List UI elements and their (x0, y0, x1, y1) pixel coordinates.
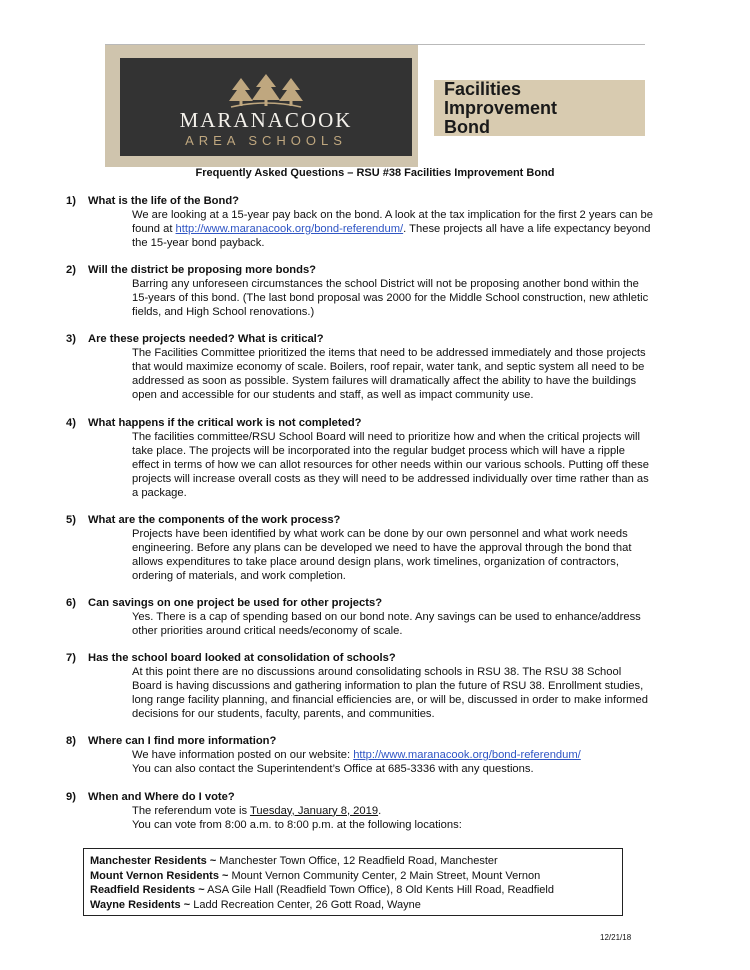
faq-question-text: Can savings on one project be used for other projects? (88, 596, 383, 609)
faq-answer (132, 527, 713, 583)
faq-number: 7) (66, 652, 76, 665)
faq-answer-line: The facilities committee/RSU School Board will need to prioritize how and when the critical projects will (132, 430, 641, 443)
faq-answer (132, 430, 713, 500)
location-place: Ladd Recreation Center, 26 Gott Road, Wayne (190, 898, 421, 911)
faq-question (66, 596, 716, 610)
faq-question-text: Has the school board looked at consolidation of schools? (88, 652, 396, 665)
faq-question (66, 263, 716, 277)
location-town: Wayne Residents ~ (90, 898, 191, 911)
faq-item (66, 596, 716, 638)
location-place: Mount Vernon Community Center, 2 Main Street, Mount Vernon (228, 869, 541, 882)
bond-referendum-link[interactable]: http://www.maranacook.org/bond-referendum/ (353, 749, 581, 762)
faq-number: 6) (66, 596, 76, 609)
faq-answer-line: other priorities around critical needs/economy of scale. (132, 624, 403, 637)
faq-item (66, 416, 716, 500)
faq-answer (132, 748, 713, 776)
faq-answer-line: fields, and High School renovations.) (132, 306, 315, 319)
faq-answer (132, 665, 713, 721)
faq-list (66, 194, 716, 845)
answer-text: The referendum vote is (132, 804, 250, 817)
faq-answer (132, 277, 713, 319)
location-row (90, 883, 622, 898)
faq-item (66, 332, 716, 402)
faq-answer-line: We are looking at a 15-year pay back on the bond. A look at the tax implication for the first 2 years can be (132, 209, 653, 221)
bond-badge-line: Facilities (444, 79, 522, 99)
bond-badge-line: Bond (444, 117, 490, 137)
faq-question (66, 416, 716, 430)
logo-subtitle: AREA SCHOOLS (185, 133, 347, 148)
faq-answer-line: that would maximize economy of scale. Boilers, roof repair, water tank, and septic system all need to be (132, 361, 645, 374)
referendum-date: Tuesday, January 8, 2019 (249, 804, 379, 817)
answer-text: We have information posted on our website: (132, 749, 354, 762)
faq-answer-line: Barring any unforeseen circumstances the school District will not be proposing another bond within the (132, 278, 639, 291)
faq-answer-line: long range facility planning, and financial efficiencies are, or will be, discussed in order to make informed (132, 694, 648, 707)
location-town: Mount Vernon Residents ~ (90, 869, 229, 882)
faq-answer-line: allows expenditures to take place around design plans, work timelines, organization of contractors, (132, 555, 619, 568)
logo-name: MARANACOOK (179, 108, 353, 132)
faq-answer-line: addressed as soon as possible. System failures will dramatically affect the ability to have the buildings (132, 375, 637, 388)
faq-item (66, 194, 716, 250)
faq-question-text: Are these projects needed? What is critical? (88, 333, 324, 346)
bond-badge (434, 80, 645, 136)
faq-item (66, 734, 716, 776)
faq-answer-line: At this point there are no discussions around consolidating schools in RSU 38. The RSU 38 School (132, 666, 622, 679)
faq-answer (132, 346, 713, 402)
faq-item (66, 263, 716, 319)
faq-number: 8) (66, 735, 76, 748)
faq-question-text: When and Where do I vote? (88, 790, 235, 803)
faq-item (66, 790, 716, 832)
pine-trees-icon (229, 74, 303, 108)
faq-answer-line (132, 748, 713, 762)
faq-question-text: Where can I find more information? (88, 735, 277, 748)
faq-answer-line: decisions for our students, faculty, parents, and communities. (132, 708, 435, 721)
faq-item (66, 513, 716, 583)
location-place: Manchester Town Office, 12 Readfield Road, Manchester (216, 855, 498, 867)
faq-question (66, 734, 716, 748)
faq-number: 5) (66, 513, 76, 526)
maranacook-logo (120, 58, 412, 156)
faq-question (66, 651, 716, 665)
location-row (90, 869, 622, 884)
faq-answer-line: open and accessible for our students and staff, as well as impact community use. (132, 389, 534, 402)
bond-badge-line: Improvement (444, 98, 558, 118)
faq-answer (132, 804, 713, 832)
faq-answer-line: take place. The projects will be incorporated into the regular budget process which will have a ripple (132, 444, 625, 457)
faq-question (66, 332, 716, 346)
faq-question-text: What happens if the critical work is not completed? (88, 416, 362, 429)
faq-question-text: What are the components of the work process? (88, 513, 341, 526)
faq-answer-line: effect in terms of how we can allot resources for other needs within our various schools. Putting off these (132, 458, 649, 471)
faq-answer-line: projects will increase overall costs as they will need to be addressed individually over time rather than as (132, 472, 649, 485)
faq-question-text: What is the life of the Bond? (88, 195, 240, 207)
faq-question (66, 790, 716, 804)
faq-question (66, 513, 716, 527)
faq-answer-line: The Facilities Committee prioritized the items that need to be addressed immediately and those projects (132, 347, 646, 360)
faq-answer-line: Projects have been identified by what work can be done by our own personnel and what work needs (132, 527, 628, 540)
location-town: Readfield Residents ~ (90, 884, 205, 896)
location-place: ASA Gile Hall (Readfield Town Office), 8 Old Kents Hill Road, Readfield (204, 884, 554, 896)
voting-locations-box (83, 848, 623, 916)
faq-number: 3) (66, 333, 76, 346)
faq-answer (132, 610, 713, 638)
faq-number: 2) (66, 264, 76, 277)
faq-answer-line: Yes. There is a cap of spending based on our bond note. Any savings can be used to enhance/address (132, 610, 641, 623)
answer-text: . These projects all have a life expectancy beyond (403, 223, 651, 235)
faq-answer-line: a package. (132, 486, 187, 499)
location-row (90, 854, 622, 869)
faq-answer-line: You can vote from 8:00 a.m. to 8:00 p.m. at the following locations: (132, 818, 462, 831)
location-town: Manchester Residents ~ (90, 855, 217, 867)
faq-answer-line: ordering of materials, and work completion. (132, 569, 346, 582)
faq-answer (132, 208, 713, 250)
answer-text: . (378, 804, 382, 817)
faq-question (66, 194, 716, 208)
faq-answer-line: Board is having discussions and gathering information to plan the future of RSU 38. Enrollment studies, (132, 680, 644, 693)
document-title: Frequently Asked Questions – RSU #38 Facilities Improvement Bond (195, 167, 555, 179)
faq-answer-line: You can also contact the Superintendent’s Office at 685-3336 with any questions. (132, 763, 534, 776)
faq-answer-line: the 15-year bond payback. (132, 237, 265, 249)
faq-number: 9) (66, 790, 76, 803)
bond-referendum-link[interactable]: http://www.maranacook.org/bond-referendum/ (175, 223, 404, 235)
faq-question-text: Will the district be proposing more bonds? (88, 264, 317, 277)
faq-number: 1) (66, 195, 76, 207)
location-row (90, 898, 622, 913)
faq-item (66, 651, 716, 721)
answer-text: found at (132, 223, 176, 235)
faq-number: 4) (66, 416, 76, 429)
document-date: 12/21/18 (600, 933, 632, 942)
faq-answer-line (132, 222, 713, 236)
faq-answer-line: engineering. Before any plans can be developed we need to have the approval through the bond that (132, 541, 632, 554)
faq-answer-line (132, 804, 713, 818)
faq-answer-line: 15-years of this bond. (The last bond proposal was 2000 for the Middle School construction, new athletic (132, 292, 649, 305)
